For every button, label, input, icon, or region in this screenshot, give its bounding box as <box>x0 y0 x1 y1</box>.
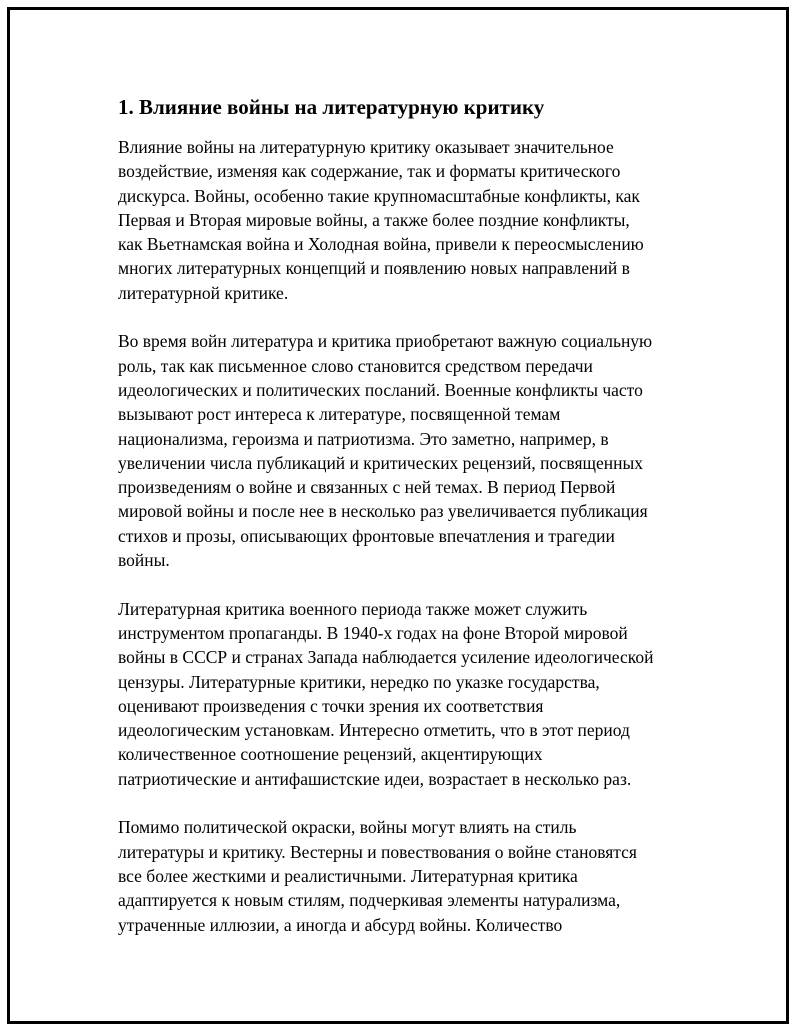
text-line: адаптируется к новым стилям, подчеркивая элементы натурализма, <box>118 890 621 911</box>
paragraph-2 <box>118 329 688 572</box>
text-line: войны. <box>118 550 170 571</box>
text-line: войны в СССР и странах Запада наблюдается усиление идеологической <box>118 647 654 668</box>
text-line: национализма, героизма и патриотизма. Это заметно, например, в <box>118 428 609 449</box>
text-line: все более жесткими и реалистичными. Литературная критика <box>118 865 578 886</box>
paragraph-1 <box>118 135 688 305</box>
text-line: цензуры. Литературные критики, нередко по указке государства, <box>118 671 600 692</box>
text-line: Во время войн литература и критика приобретают важную социальную <box>118 331 653 352</box>
text-line: идеологическим установкам. Интересно отметить, что в этот период <box>118 720 630 741</box>
text-line: мировой войны и после нее в несколько раз увеличивается публикация <box>118 501 648 522</box>
text-line: идеологических и политических посланий. Военные конфликты часто <box>118 379 643 400</box>
text-line: Влияние войны на литературную критику оказывает значительное <box>118 137 614 157</box>
text-line: вызывают рост интереса к литературе, посвященной темам <box>118 404 561 425</box>
text-line: как Вьетнамская война и Холодная война, привели к переосмыслению <box>118 234 644 255</box>
text-line: Первая и Вторая мировые войны, а также более поздние конфликты, <box>118 209 630 230</box>
text-line: роль, так как письменное слово становится средством передачи <box>118 355 593 376</box>
text-line: Литературная критика военного периода также может служить <box>118 598 588 619</box>
text-line: произведениям о войне и связанных с ней темах. В период Первой <box>118 477 616 498</box>
text-line: инструментом пропаганды. В 1940-х годах на фоне Второй мировой <box>118 622 628 643</box>
text-line: литературной критике. <box>118 282 289 303</box>
text-line: воздействие, изменяя как содержание, так и форматы критического <box>118 161 621 182</box>
text-line: Помимо политической окраски, войны могут влиять на стиль <box>118 817 577 838</box>
text-line: увеличении числа публикаций и критических рецензий, посвященных <box>118 452 643 473</box>
text-line: патриотические и антифашистские идеи, возрастает в несколько раз. <box>118 768 632 789</box>
section-heading: 1. Влияние войны на литературную критику <box>118 95 545 119</box>
document-body <box>118 93 688 961</box>
text-line: многих литературных концепций и появлению новых направлений в <box>118 258 630 279</box>
text-line: количественное соотношение рецензий, акцентирующих <box>118 744 543 765</box>
text-line: литературы и критику. Вестерны и повествования о войне становятся <box>118 841 637 862</box>
paragraph-3 <box>118 597 688 791</box>
text-line: оценивают произведения с точки зрения их соответствия <box>118 695 544 716</box>
text-line: дискурса. Войны, особенно такие крупномасштабные конфликты, как <box>118 185 640 206</box>
paragraph-4 <box>118 815 688 936</box>
text-line: утраченные иллюзии, а иногда и абсурд войны. Количество <box>118 914 563 935</box>
text-line: стихов и прозы, описывающих фронтовые впечатления и трагедии <box>118 525 615 546</box>
